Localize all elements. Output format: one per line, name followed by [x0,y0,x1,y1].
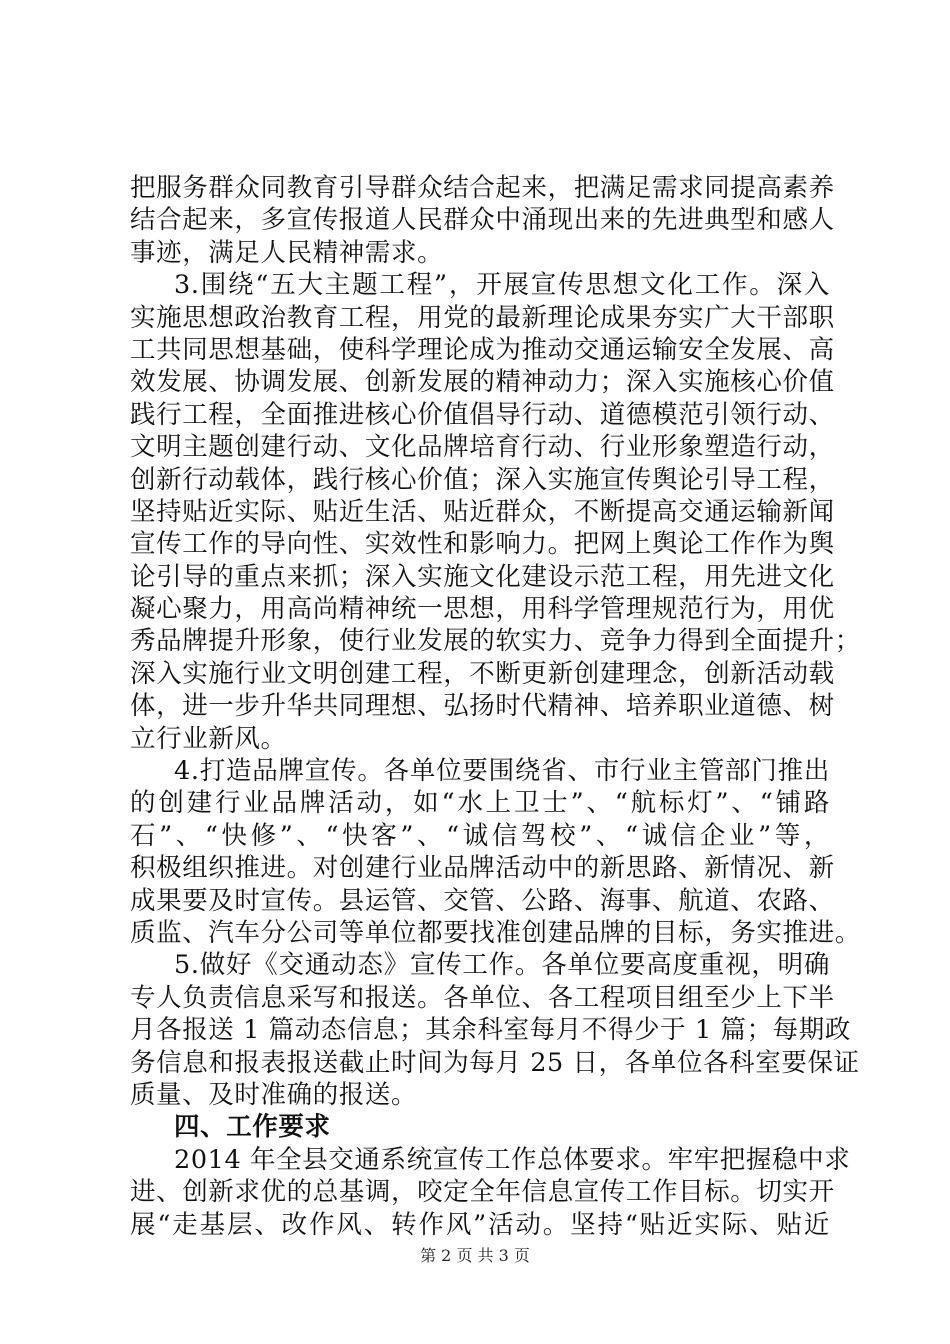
text-line: 文明主题创建行动、文化品牌培育行动、行业形象塑造行动， [130,432,835,463]
text-line: 事迹，满足人民精神需求。 [130,237,444,268]
text-line: 月各报送 1 篇动态信息；其余科室每月不得少于 1 篇；每期政 [130,1015,851,1046]
text-line: 务信息和报表报送截止时间为每月 25 日，各单位各科室要保证 [130,1047,860,1078]
item-3-first-line: 3.围绕“五大主题工程”，开展宣传思想文化工作。深入 [174,270,830,301]
item-5-first-line: 5.做好《交通动态》宣传工作。各单位要高度重视，明确 [174,950,830,981]
text-line: 深入实施行业文明创建工程，不断更新创建理念，创新活动载 [130,658,835,689]
text-line: 积极组织推进。对创建行业品牌活动中的新思路、新情况、新 [130,853,835,884]
item-4-first-line: 4.打造品牌宣传。各单位要围绕省、市行业主管部门推出 [174,756,830,787]
text-line: 把服务群众同教育引导群众结合起来，把满足需求同提高素养 [130,173,835,203]
text-line: 的创建行业品牌活动，如“水上卫士”、“航标灯”、“铺路 [130,788,830,819]
text-line: 论引导的重点来抓；深入实施文化建设示范工程，用先进文化 [130,561,835,592]
text-line: 效发展、协调发展、创新发展的精神动力；深入实施核心价值 [130,367,835,398]
text-line: 凝心聚力，用高尚精神统一思想，用科学管理规范行为，用优 [130,594,835,625]
section-heading: 四、工作要求 [174,1112,331,1143]
text-line: 秀品牌提升形象，使行业发展的软实力、竞争力得到全面提升； [130,626,861,657]
page-number-footer: 第 2 页 共 3 页 [420,1246,530,1265]
text-line: 工共同思想基础，使科学理论成为推动交通运输安全发展、高 [130,334,835,365]
text-line: 践行工程，全面推进核心价值倡导行动、道德模范引领行动、 [130,399,835,430]
text-line: 结合起来，多宣传报道人民群众中涌现出来的先进典型和感人 [130,205,835,236]
text-line: 坚持贴近实际、贴近生活、贴近群众，不断提高交通运输新闻 [130,496,835,527]
text-line: 实施思想政治教育工程，用党的最新理论成果夯实广大干部职 [130,302,835,333]
text-line: 质量、及时准确的报送。 [130,1079,418,1110]
text-line: 进、创新求优的总基调，咬定全年信息宣传工作目标。切实开 [130,1177,835,1208]
text-line: 质监、汽车分公司等单位都要找准创建品牌的目标，务实推进。 [130,917,861,948]
text-line: 成果要及时宣传。县运管、交管、公路、海事、航道、农路、 [130,885,835,916]
text-line: 立行业新风。 [130,723,287,754]
text-line: 体，进一步升华共同理想、弘扬时代精神、培养职业道德、树 [130,691,835,722]
text-line: 石”、“快修”、“快客”、“诚信驾校”、“诚信企业”等， [130,820,830,851]
paragraph-first-line: 2014 年全县交通系统宣传工作总体要求。牢牢把握稳中求 [174,1144,851,1175]
text-line: 展“走基层、改作风、转作风”活动。坚持“贴近实际、贴近 [130,1209,830,1240]
text-line: 宣传工作的导向性、实效性和影响力。把网上舆论工作作为舆 [130,529,835,560]
document-body [130,172,861,1241]
text-line: 专人负责信息采写和报送。各单位、各工程项目组至少上下半 [130,982,835,1013]
text-line: 创新行动载体，践行核心价值；深入实施宣传舆论引导工程， [130,464,835,495]
